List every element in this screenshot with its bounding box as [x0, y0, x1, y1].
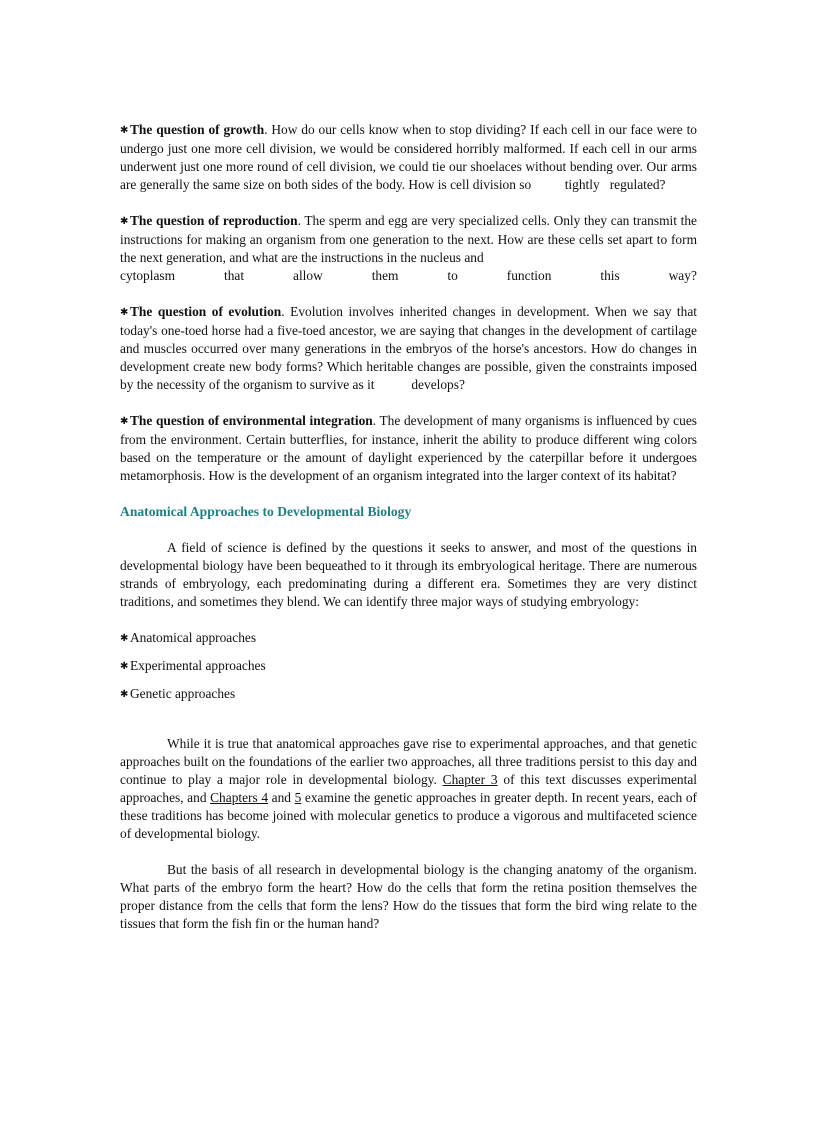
spacer [120, 713, 697, 731]
question-title: The question of growth [130, 122, 265, 137]
asterisk-bullet-icon: ✱ [120, 307, 129, 318]
list-item: ✱ Anatomical approaches [120, 629, 697, 648]
anatomy-paragraph: But the basis of all research in developmental biology is the changing anatomy of the organism. What parts of the embryo form the heart? How do the cells that form the retina position themselves the proper distance from the cells that form the lens? How do the tissues that form the bird wing relate to the tissues that form the fish fin or the human hand? [120, 862, 697, 931]
asterisk-bullet-icon: ✱ [120, 661, 129, 672]
question-title: The question of environmental integration [130, 413, 373, 428]
chapters-4-link[interactable]: Chapters 4 [210, 790, 269, 805]
asterisk-bullet-icon: ✱ [120, 633, 129, 644]
document-page [120, 121, 697, 933]
question-title: The question of evolution [130, 304, 282, 319]
question-tail: division so tightly regulated? [472, 177, 666, 192]
question-title: The question of reproduction [130, 213, 298, 228]
approaches-list [120, 629, 697, 704]
question-evolution [120, 303, 697, 394]
spacer [120, 843, 697, 861]
question-environmental-integration [120, 412, 697, 485]
asterisk-bullet-icon: ✱ [120, 416, 129, 427]
question-tail: cytoplasm that allow them to function this way? [120, 268, 697, 283]
traditions-paragraph: While it is true that anatomical approaches gave rise to experimental approaches, and that genetic approaches built on the foundations of the earlier two approaches, all three traditions persist to this day and continue to play a major role in developmental biology. Chapter 3 of this text discusses experimental approaches, and Chapters 4 and 5 examine the genetic approaches in greater depth. In recent years, each of these traditions has become joined with molecular genetics to produce a vigorous and multifaceted science of developmental biology. [120, 736, 698, 841]
asterisk-bullet-icon: ✱ [120, 125, 129, 136]
question-body: . How do our cells know when to stop dividing? If each cell in our face were to undergo just one more cell division, we would be considered horribly malformed. If each cell in our arms underwent just one more round of cell division, we could tie our shoelaces without bending over. Our arms are generally the same size on both sides of the body. How is cell [120, 122, 697, 192]
chapter-3-link[interactable]: Chapter 3 [442, 772, 498, 787]
section-heading: Anatomical Approaches to Developmental Biology [120, 504, 412, 519]
asterisk-bullet-icon: ✱ [120, 689, 129, 700]
list-item: ✱ Genetic approaches [120, 685, 697, 704]
question-body: . The development of many organisms is influenced by cues from the environment. Certain butterflies, for instance, inherit the ability to produce different wing colors based on the temperature or the amount of daylight experienced by the caterpillar before it undergoes metamorphosis. How is the development of an organism integrated into the larger context of its habitat? [120, 413, 697, 483]
question-reproduction [120, 212, 697, 285]
chapter-5-link[interactable]: 5 [294, 790, 302, 805]
asterisk-bullet-icon: ✱ [120, 216, 129, 227]
question-tail: it develops? [367, 377, 465, 392]
question-growth [120, 121, 697, 194]
question-body: . Evolution involves inherited changes in development. When we say that today's one-toed horse had a five-toed ancestor, we are saying that changes in the development of cartilage and muscles occurred over many generations in the embryos of the horse's ancestors. How do changes in development create new body forms? Which heritable changes are possible, given the constraints imposed by the necessity of the organism to survive as [120, 304, 697, 392]
intro-paragraph: A field of science is defined by the questions it seeks to answer, and most of the questions in developmental biology have been bequeathed to it through its embryological heritage. There are numerous strands of embryology, each predominating during a different era. Sometimes they are very distinct traditions, and sometimes they blend. We can identify three major ways of studying embryology: [120, 540, 697, 609]
question-body: . The sperm and egg are very specialized cells. Only they can transmit the instructions for making an organism from one generation to the next. How are these cells set apart to form the next generation, and what are the instructions in the nucleus and [120, 213, 697, 265]
list-item: ✱ Experimental approaches [120, 657, 697, 676]
